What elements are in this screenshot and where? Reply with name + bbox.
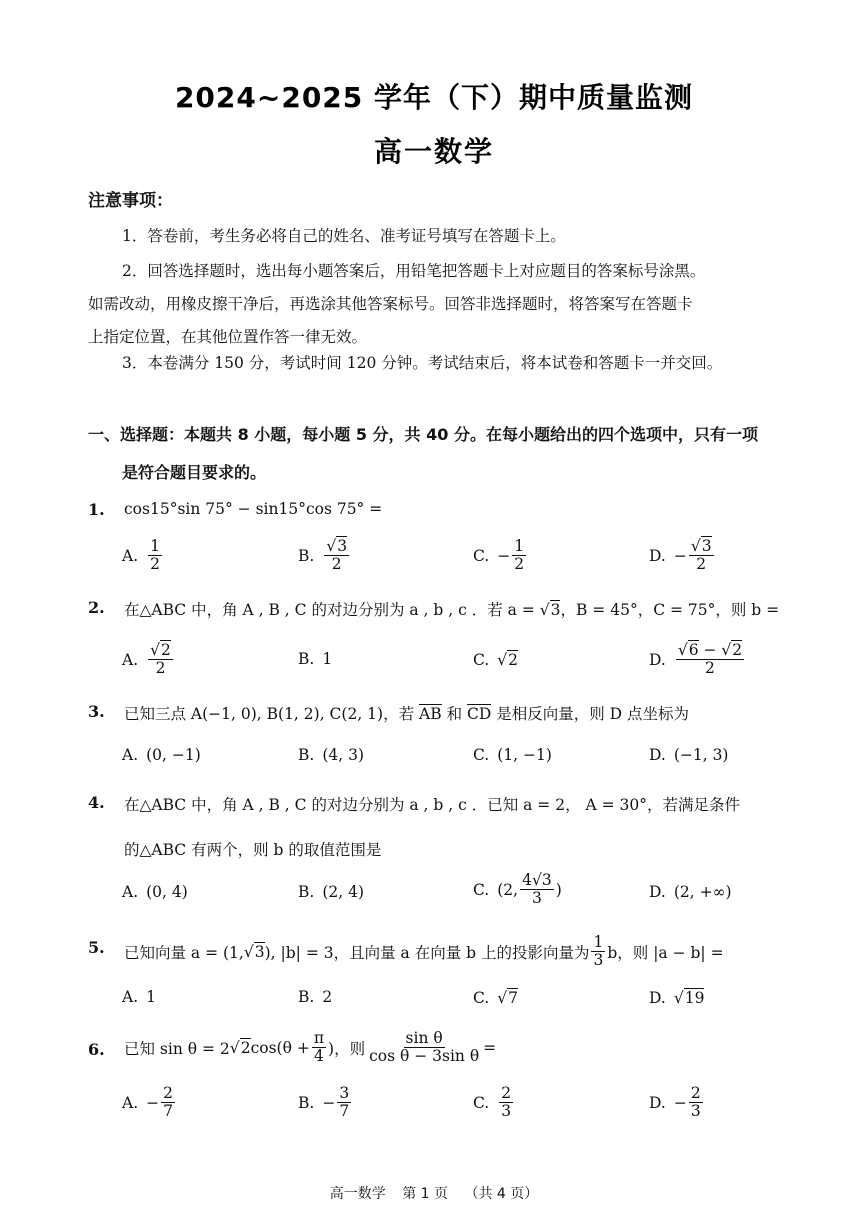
option-d: D. − $\frac{√3}{2}$ — [649, 537, 712, 574]
option-c — [473, 1085, 515, 1120]
option-d: D. − $\frac{2}{3}$ — [649, 1084, 701, 1121]
option-label: D. — [649, 546, 666, 565]
option-b: B. (4, 3) — [298, 746, 364, 764]
notice-item: 1．答卷前，考生务必将自己的姓名、准考证号填写在答题卡上。 — [122, 227, 566, 245]
option-label: D. — [649, 650, 666, 669]
option-label: A. — [122, 650, 139, 669]
footer-total-pages: （共 4 页） — [464, 1186, 539, 1202]
option-label: B. — [298, 1093, 315, 1112]
fraction: $\frac{\text{sin θ}}{\text{cos θ − 3sin θ}}$ — [369, 1029, 480, 1066]
question-number: 3. — [88, 702, 105, 721]
question-number: 1. — [88, 500, 105, 519]
option-label: B. — [298, 546, 315, 565]
option-label: C. — [473, 988, 490, 1007]
option-label: A. — [122, 746, 139, 764]
option-label: D. — [649, 883, 666, 901]
option-label: A. — [122, 883, 139, 901]
notice-item: 3．本卷满分 150 分，考试时间 120 分钟。考试结束后，将本试卷和答题卡一并交回。 — [122, 354, 723, 372]
option-d: D. √ 19 — [649, 988, 705, 1007]
fraction: $\frac{3}{7}$ — [339, 1084, 350, 1121]
option-a — [122, 538, 164, 573]
option-a: A. − $\frac{2}{7}$ — [122, 1084, 173, 1121]
option-c: C. ( 2 , $\frac{4√3}{3}$ ) — [473, 871, 562, 908]
option-b — [298, 538, 351, 573]
option-b: B. − $\frac{3}{7}$ — [298, 1084, 350, 1121]
option-c: C. √ 7 — [473, 988, 518, 1007]
option-label: A. — [122, 546, 139, 565]
option-label: C. — [473, 880, 490, 899]
question-stem: 已知 sin θ = 2 √ 2 cos(θ + $\frac{\pi}{4}$ )，则 $\frac{\text{sin θ}}{\text{cos θ − 3sin θ}}$ = — [124, 1029, 497, 1066]
option-a: A. (0, −1) — [122, 746, 201, 764]
fraction: $\frac{2}{3}$ — [501, 1084, 512, 1121]
page-footer — [0, 1183, 868, 1203]
fraction: $\frac{1}{2}$ — [514, 537, 525, 574]
option-label: D. — [649, 1093, 666, 1112]
option-label: B. — [298, 883, 315, 901]
option-a: A. (0, 4) — [122, 883, 188, 901]
question-stem: 在△ABC 中，角 A , B , C 的对边分别为 a , b , c ．若 a = √3，B = 45°，C = 75°，则 b = — [124, 601, 780, 619]
question-stem: 已知三点 A(−1, 0), B(1, 2), C(2, 1)，若 AB 和 CD 是相反向量，则 D 点坐标为 — [124, 705, 690, 723]
option-d — [649, 642, 746, 677]
notice-item: 上指定位置，在其他位置作答一律无效。 — [88, 328, 368, 346]
option-b: B. 2 — [298, 988, 333, 1006]
option-a — [122, 642, 175, 677]
option-b: B. (2, 4) — [298, 883, 364, 901]
question-number: 2. — [88, 598, 105, 617]
option-label: C. — [473, 546, 490, 565]
option-c: C. √ 2 — [473, 650, 518, 669]
option-label: B. — [298, 650, 315, 668]
question-stem-cont: 的△ABC 有两个，则 b 的取值范围是 — [124, 841, 382, 859]
footer-subject: 高一数学 — [329, 1186, 386, 1202]
fraction: $\frac{\pi}{4}$ — [313, 1029, 325, 1066]
question-number: 4. — [88, 793, 105, 812]
question-stem: cos15°sin 75° − sin15°cos 75° = — [124, 500, 383, 518]
option-label: C. — [473, 746, 490, 764]
question-stem: 已知向量 a = (1, √ 3 ), |b| = 3，且向量 a 在向量 b 上的投影向量为 $\frac{1}{3}$ b，则 |a − b| = — [124, 933, 724, 970]
option-d: D. (−1, 3) — [649, 746, 729, 764]
option-label: C. — [473, 650, 490, 669]
notice-heading: 注意事项： — [88, 191, 173, 211]
fraction: $\frac{√2}{2}$ — [150, 641, 171, 678]
fraction: $\frac{√6 - √2}{2}$ — [677, 641, 743, 678]
notice-item: 2．回答选择题时，选出每小题答案后，用铅笔把答题卡上对应题目的答案标号涂黑。 — [122, 262, 706, 280]
fraction: $\frac{2}{3}$ — [690, 1084, 701, 1121]
section-heading-cont: 是符合题目要求的。 — [122, 463, 267, 482]
fraction: $\frac{2}{7}$ — [163, 1084, 173, 1121]
option-label: A. — [122, 988, 139, 1006]
option-label: A. — [122, 1093, 139, 1112]
section-heading: 一、选择题：本题共 8 小题，每小题 5 分，共 40 分。在每小题给出的四个选项中，只有一项 — [88, 425, 758, 444]
exam-subject: 高一数学 — [373, 135, 494, 168]
notice-item: 如需改动，用橡皮擦干净后，再选涂其他答案标号。回答非选择题时，将答案写在答题卡 — [88, 295, 693, 313]
footer-page-number: 第 1 页 — [402, 1186, 448, 1202]
question-number: 6. — [88, 1040, 105, 1059]
option-a: A. 1 — [122, 988, 156, 1006]
fraction: $\frac{1}{3}$ — [593, 933, 604, 970]
question-number: 5. — [88, 938, 105, 957]
option-label: D. — [649, 746, 666, 764]
fraction: $\frac{√3}{2}$ — [690, 537, 712, 574]
fraction: $\frac{4√3}{3}$ — [522, 871, 552, 908]
question-stem: 在△ABC 中，角 A , B , C 的对边分别为 a , b , c ．已知 a = 2， A = 30°，若满足条件 — [124, 796, 741, 814]
option-label: C. — [473, 1093, 490, 1112]
option-c: C. (1, −1) — [473, 746, 552, 764]
option-b: B. 1 — [298, 650, 333, 668]
exam-title: 2024~2025 学年（下）期中质量监测 — [174, 81, 694, 114]
option-label: B. — [298, 746, 315, 764]
option-d: D. (2, +∞) — [649, 883, 732, 901]
option-label: B. — [298, 988, 315, 1006]
option-c: C. − $\frac{1}{2}$ — [473, 537, 525, 574]
fraction: $\frac{1}{2}$ — [150, 537, 160, 574]
fraction: $\frac{√3}{2}$ — [326, 537, 348, 574]
option-label: D. — [649, 988, 666, 1007]
